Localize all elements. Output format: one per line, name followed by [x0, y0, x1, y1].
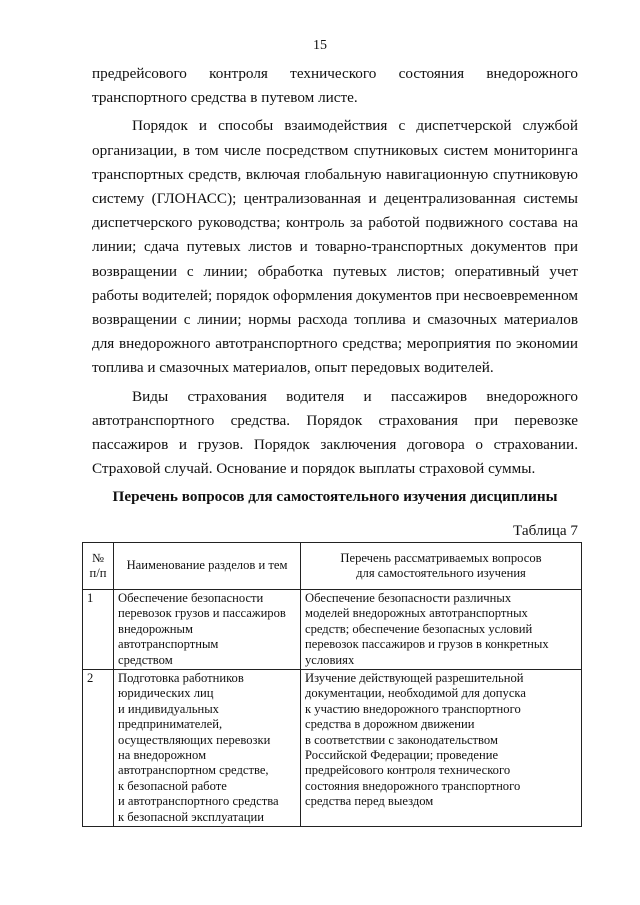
question-line: моделей внедорожных автотранспортных — [305, 606, 528, 621]
section-line: юридических лиц — [118, 686, 214, 701]
question-line: Обеспечение безопасности различных — [305, 591, 512, 605]
table-caption: Таблица 7 — [513, 522, 578, 539]
header-num-line: № — [91, 550, 105, 565]
paragraph: Порядок и способы взаимодействия с диспетчерской службой организации, в том числе посредством спутниковых систем мониторинга транспортных средств, включая глобальную навигационную спутниковую систему (ГЛОНАСС); централизованная и децентрализованная системы диспетчерского руководства; контроль за работой подвижного состава на линии; сдача путевых листов и товарно-транспортных документов при возвращении с линии; обработка путевых листов; оперативный учет работы водителей; порядок оформления документов при несвоевременном возвращении с линии; нормы расхода топлива и смазочных материалов для внедорожного автотранспортного средства; мероприятия по экономии топлива и смазочных материалов, опыт передовых водителей. — [92, 117, 578, 377]
header-num-line: п/п — [89, 566, 107, 580]
section-line: на внедорожном — [118, 748, 207, 763]
question-line: средств; обеспечение безопасных условий — [305, 621, 533, 636]
section-line: и индивидуальных — [118, 701, 219, 716]
paragraph: Виды страхования водителя и пассажиров внедорожного автотранспортного средства. Порядок страхования при перевозке пассажиров и грузов. Порядок заключения договора о страховании. Страховой случай. Основание и порядок выплаты страховой суммы. — [92, 387, 578, 478]
header-questions — [301, 543, 582, 590]
row-questions — [301, 590, 582, 670]
section-title: Перечень вопросов для самостоятельного изучения дисциплины — [112, 488, 558, 505]
section-line: Обеспечение безопасности — [118, 591, 264, 605]
topics-table — [82, 542, 582, 827]
section-line: осуществляющих перевозки — [118, 732, 271, 747]
question-line: к участию внедорожного транспортного — [305, 701, 521, 716]
question-line: документации, необходимой для допуска — [305, 686, 526, 701]
section-line: к безопасной эксплуатации — [118, 809, 264, 824]
page-number: 15 — [313, 38, 327, 53]
question-line: предрейсового контроля технического — [305, 763, 511, 778]
paragraph: предрейсового контроля технического состояния внедорожного транспортного средства в путевом листе. — [92, 65, 578, 107]
row-number: 2 — [83, 670, 114, 827]
section-line: предпринимателей, — [118, 717, 223, 732]
question-line: состояния внедорожного транспортного — [305, 778, 521, 793]
table-body — [83, 590, 582, 827]
section-line: автотранспортном средстве, — [118, 763, 269, 778]
section-line: к безопасной работе — [118, 778, 227, 793]
section-line: перевозок грузов и пассажиров — [118, 606, 286, 621]
section-line: Подготовка работников — [118, 671, 244, 686]
question-line: средства в дорожном движении — [305, 717, 475, 732]
question-line: Изучение действующей разрешительной — [305, 671, 524, 686]
question-line: условиях — [305, 652, 355, 667]
question-line: Российской Федерации; проведение — [305, 748, 499, 763]
question-line: средства перед выездом — [305, 794, 434, 809]
header-questions-line: Перечень рассматриваемых вопросов — [340, 550, 542, 565]
section-line: средством — [118, 652, 173, 667]
section-line: и автотранспортного средства — [118, 794, 279, 809]
table-row — [83, 670, 582, 827]
row-section — [114, 670, 301, 827]
header-num — [83, 543, 114, 590]
row-number: 1 — [83, 590, 114, 670]
header-section: Наименование разделов и тем — [114, 543, 301, 590]
question-line: перевозок пассажиров и грузов в конкретных — [305, 637, 549, 652]
table-row — [83, 590, 582, 670]
table-header-row — [83, 543, 582, 590]
question-line: в соответствии с законодательством — [305, 732, 498, 747]
body-text — [92, 62, 578, 481]
row-questions — [301, 670, 582, 827]
row-section — [114, 590, 301, 670]
header-questions-line: для самостоятельного изучения — [356, 566, 526, 580]
section-line: внедорожным автотранспортным — [118, 621, 219, 652]
